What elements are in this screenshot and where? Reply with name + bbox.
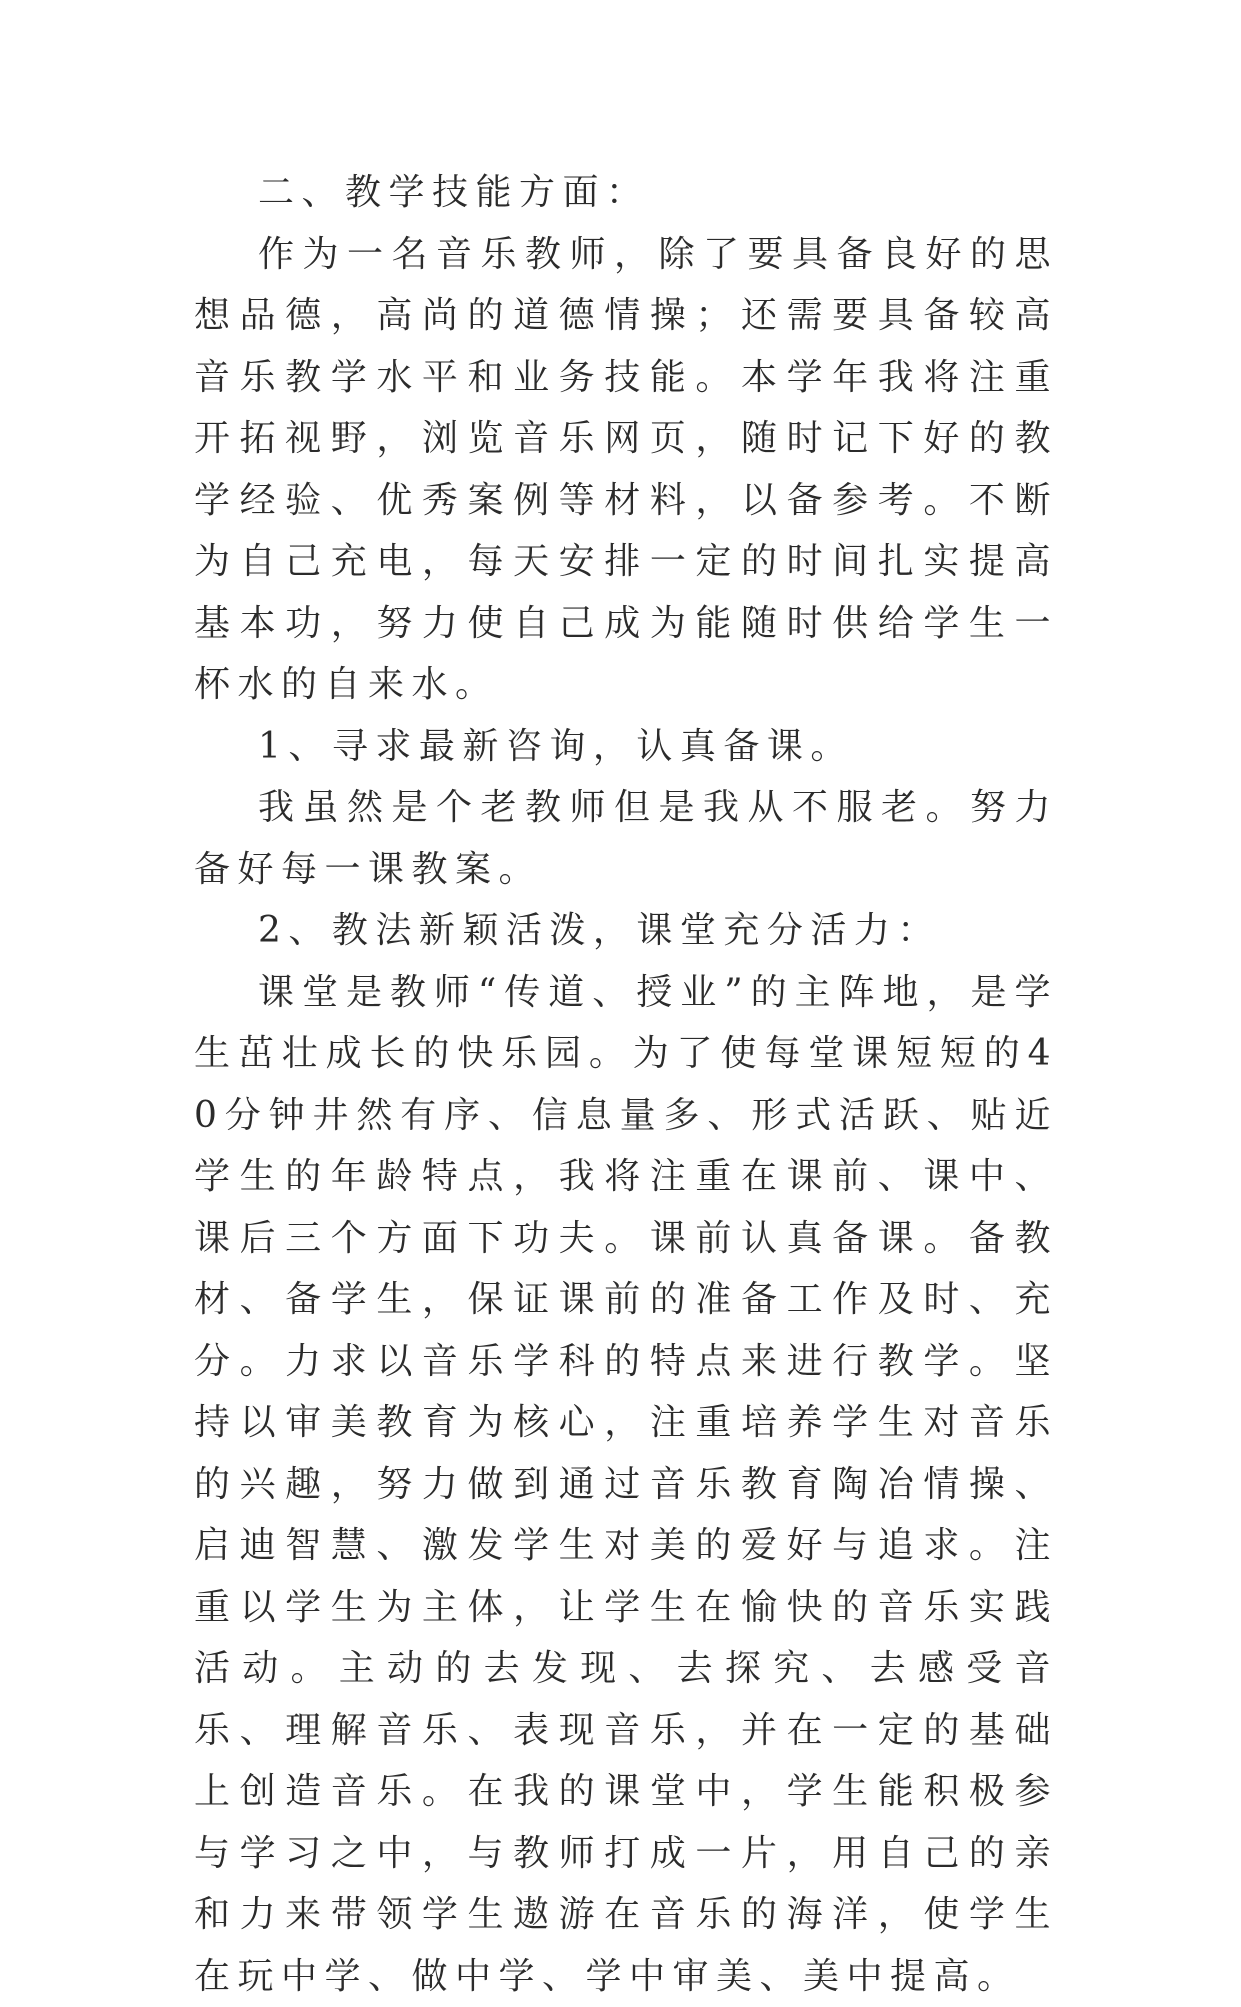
section-heading-teaching-skills: 二、教学技能方面： bbox=[194, 162, 1058, 224]
paragraph-teacher-requirements: 作为一名音乐教师，除了要具备良好的思想品德，高尚的道德情操；还需要具备较高音乐教学水平和业务技能。本学年我将注重开拓视野，浏览音乐网页，随时记下好的教学经验、优秀案例等材料，以备参考。不断为自己充电，每天安排一定的时间扎实提高基本功，努力使自己成为能随时供给学生一杯水的自来水。 bbox=[194, 224, 1058, 716]
subheading-teaching-methods: 2、教法新颖活泼，课堂充分活力： bbox=[194, 900, 1058, 962]
document-body bbox=[194, 162, 1058, 2007]
paragraph-classroom-practice: 课堂是教师“传道、授业”的主阵地，是学生茁壮成长的快乐园。为了使每堂课短短的40分钟井然有序、信息量多、形式活跃、贴近学生的年龄特点，我将注重在课前、课中、课后三个方面下功夫。课前认真备课。备教材、备学生，保证课前的准备工作及时、充分。力求以音乐学科的特点来进行教学。坚持以审美教育为核心，注重培养学生对音乐的兴趣，努力做到通过音乐教育陶冶情操、启迪智慧、激发学生对美的爱好与追求。注重以学生为主体，让学生在愉快的音乐实践活动。主动的去发现、去探究、去感受音乐、理解音乐、表现音乐，并在一定的基础上创造音乐。在我的课堂中，学生能积极参与学习之中，与教师打成一片，用自己的亲和力来带领学生遨游在音乐的海洋，使学生在玩中学、做中学、学中审美、美中提高。 bbox=[194, 962, 1058, 2007]
subheading-lesson-preparation: 1、寻求最新咨询，认真备课。 bbox=[194, 716, 1058, 778]
paragraph-experienced-teacher: 我虽然是个老教师但是我从不服老。努力备好每一课教案。 bbox=[194, 777, 1058, 900]
